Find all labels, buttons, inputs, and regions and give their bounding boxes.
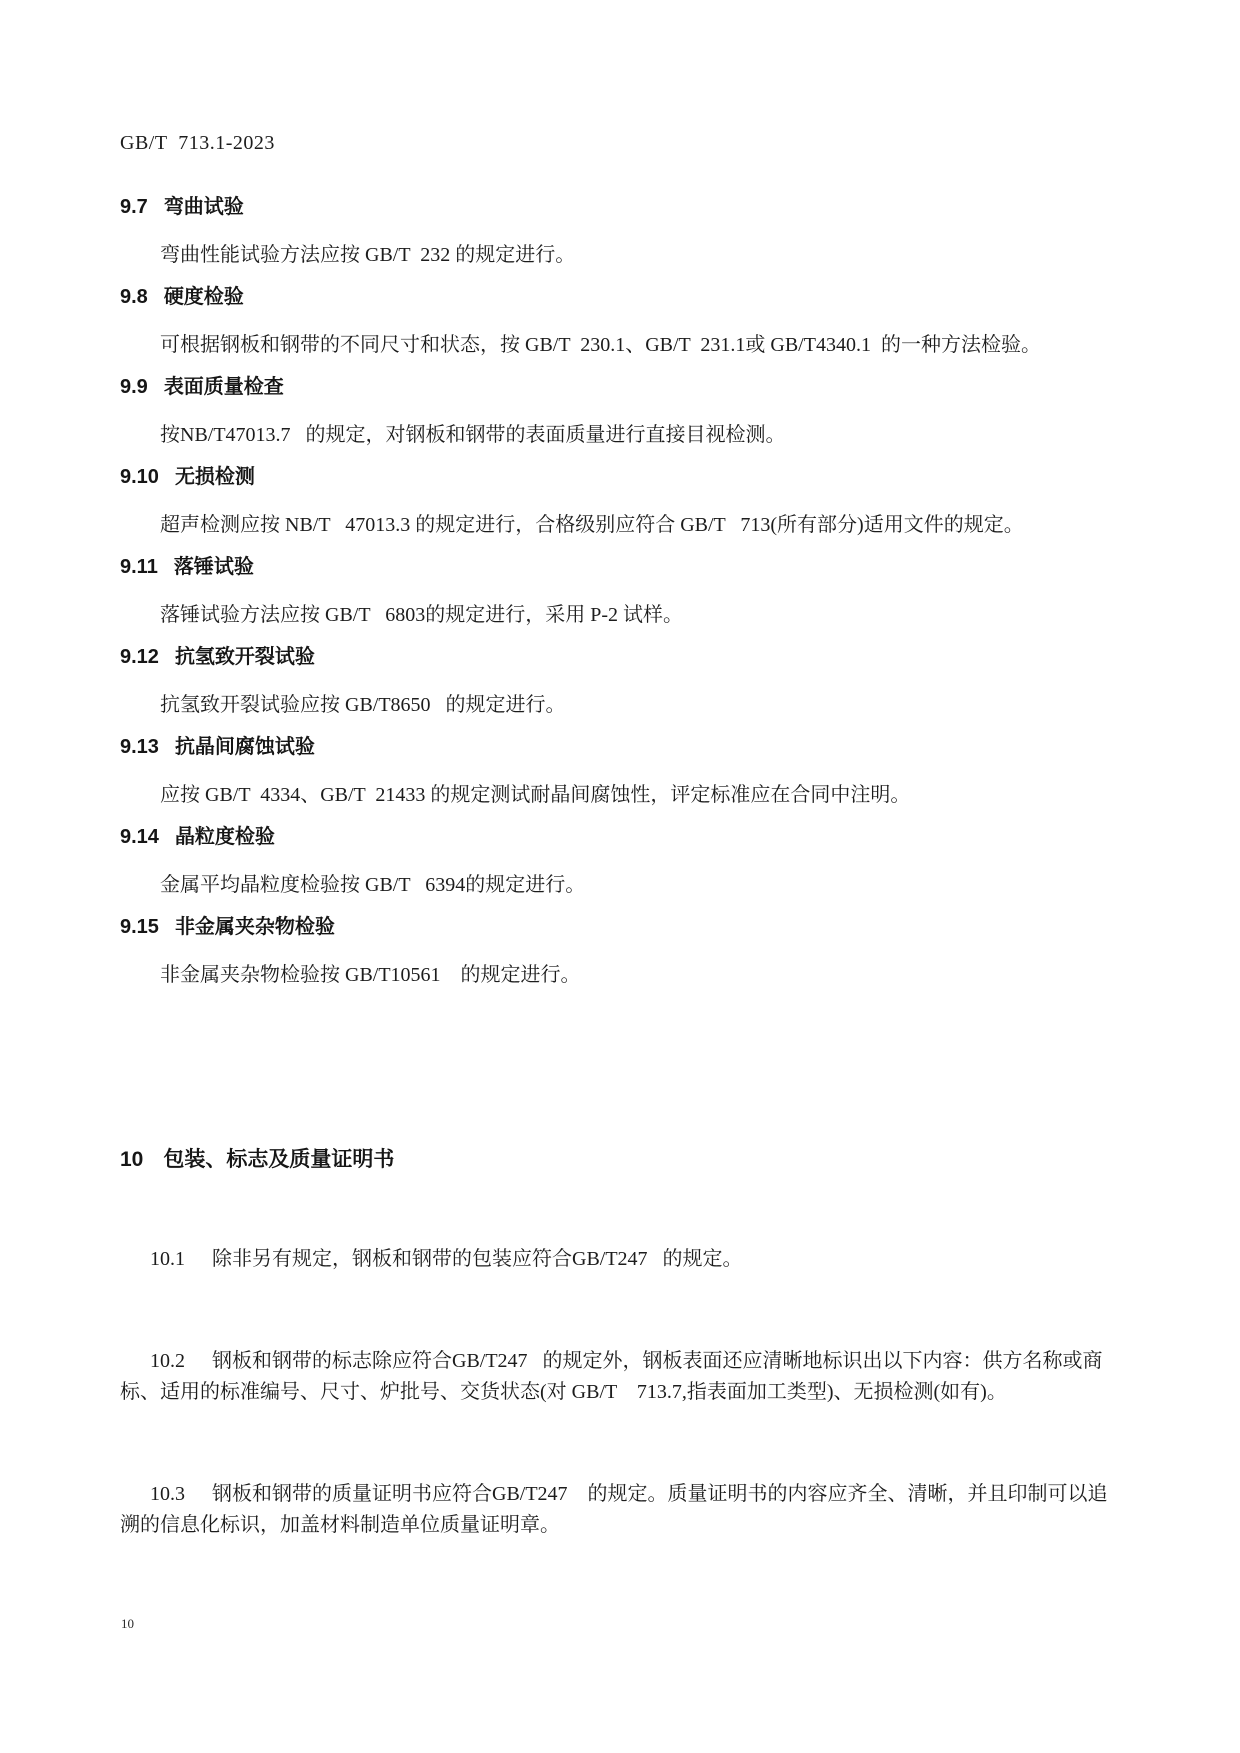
section-number: 9.9 <box>120 376 148 398</box>
section-number: 9.7 <box>120 196 148 218</box>
section-paragraph: 超声检测应按 NB/T 47013.3 的规定进行，合格级别应符合 GB/T 713(所有部分)适用文件的规定。 <box>160 514 1024 536</box>
section-title: 抗氢致开裂试验 <box>174 646 315 668</box>
section-paragraph: 落锤试验方法应按 GB/T 6803的规定进行，采用 P-2 试样。 <box>160 604 683 626</box>
section-number: 9.11 <box>120 556 158 578</box>
section-number: 9.15 <box>120 916 159 938</box>
clause-number: 10.3 <box>150 1483 185 1505</box>
section-number: 9.14 <box>120 826 159 848</box>
section-paragraph: 抗氢致开裂试验应按 GB/T8650 的规定进行。 <box>160 694 566 716</box>
chapter-title: 包装、标志及质量证明书 <box>163 1148 395 1171</box>
clause-number: 10.1 <box>150 1248 185 1270</box>
section-number: 9.12 <box>120 646 159 668</box>
page-number: 10 <box>121 1616 134 1631</box>
section-title: 表面质量检查 <box>163 376 284 398</box>
section-title: 晶粒度检验 <box>174 826 275 848</box>
chapter-10-heading <box>120 1146 1120 1174</box>
section-number: 9.10 <box>120 466 159 488</box>
clause-10-1 <box>120 1213 1120 1306</box>
clause-text: 钢板和钢带的质量证明书应符合GB/T247 的规定。质量证明书的内容应齐全、清晰，并且印制可以追溯的信息化标识，加盖材料制造单位质量证明章。 <box>120 1483 1108 1536</box>
section-heading <box>120 914 1120 940</box>
clause-number: 10.2 <box>150 1350 185 1372</box>
section-heading <box>120 644 1120 670</box>
section-title: 落锤试验 <box>173 556 254 578</box>
section-paragraph: 按NB/T47013.7 的规定，对钢板和钢带的表面质量进行直接目视检测。 <box>160 424 786 446</box>
section-9-8 <box>120 284 1120 362</box>
section-paragraph: 非金属夹杂物检验按 GB/T10561 的规定进行。 <box>160 964 581 986</box>
standard-number-header: GB/T 713.1-2023 <box>120 132 275 154</box>
section-heading <box>120 464 1120 490</box>
clause-10-2 <box>120 1315 1120 1439</box>
section-paragraph: 应按 GB/T 4334、GB/T 21433 的规定测试耐晶间腐蚀性，评定标准应在合同中注明。 <box>160 784 911 806</box>
section-title: 弯曲试验 <box>163 196 244 218</box>
section-title: 非金属夹杂物检验 <box>174 916 335 938</box>
section-9-11 <box>120 554 1120 632</box>
section-9-9 <box>120 374 1120 452</box>
section-heading <box>120 374 1120 400</box>
section-9-10 <box>120 464 1120 542</box>
chapter-number: 10 <box>120 1148 144 1171</box>
section-paragraph: 弯曲性能试验方法应按 GB/T 232 的规定进行。 <box>160 244 576 266</box>
section-title: 抗晶间腐蚀试验 <box>174 736 315 758</box>
clause-10-3 <box>120 1448 1120 1572</box>
section-9-14 <box>120 824 1120 902</box>
section-heading <box>120 554 1120 580</box>
section-paragraph: 可根据钢板和钢带的不同尺寸和状态，按 GB/T 230.1、GB/T 231.1或 GB/T4340.1 的一种方法检验。 <box>160 334 1041 356</box>
section-9-13 <box>120 734 1120 812</box>
section-number: 9.13 <box>120 736 159 758</box>
clause-text: 钢板和钢带的标志除应符合GB/T247 的规定外，钢板表面还应清晰地标识出以下内容：供方名称或商标、适用的标准编号、尺寸、炉批号、交货状态(对 GB/T 713.7,指表面加工类型)、无损检测(如有)。 <box>120 1350 1103 1403</box>
section-paragraph: 金属平均晶粒度检验按 GB/T 6394的规定进行。 <box>160 874 586 896</box>
clause-text: 除非另有规定，钢板和钢带的包装应符合GB/T247 的规定。 <box>212 1248 743 1270</box>
section-9-12 <box>120 644 1120 722</box>
section-heading <box>120 284 1120 310</box>
section-heading <box>120 824 1120 850</box>
section-title: 无损检测 <box>174 466 255 488</box>
section-number: 9.8 <box>120 286 148 308</box>
section-9-15 <box>120 914 1120 992</box>
section-title: 硬度检验 <box>163 286 244 308</box>
section-9-7 <box>120 194 1120 272</box>
section-heading <box>120 734 1120 760</box>
section-heading <box>120 194 1120 220</box>
